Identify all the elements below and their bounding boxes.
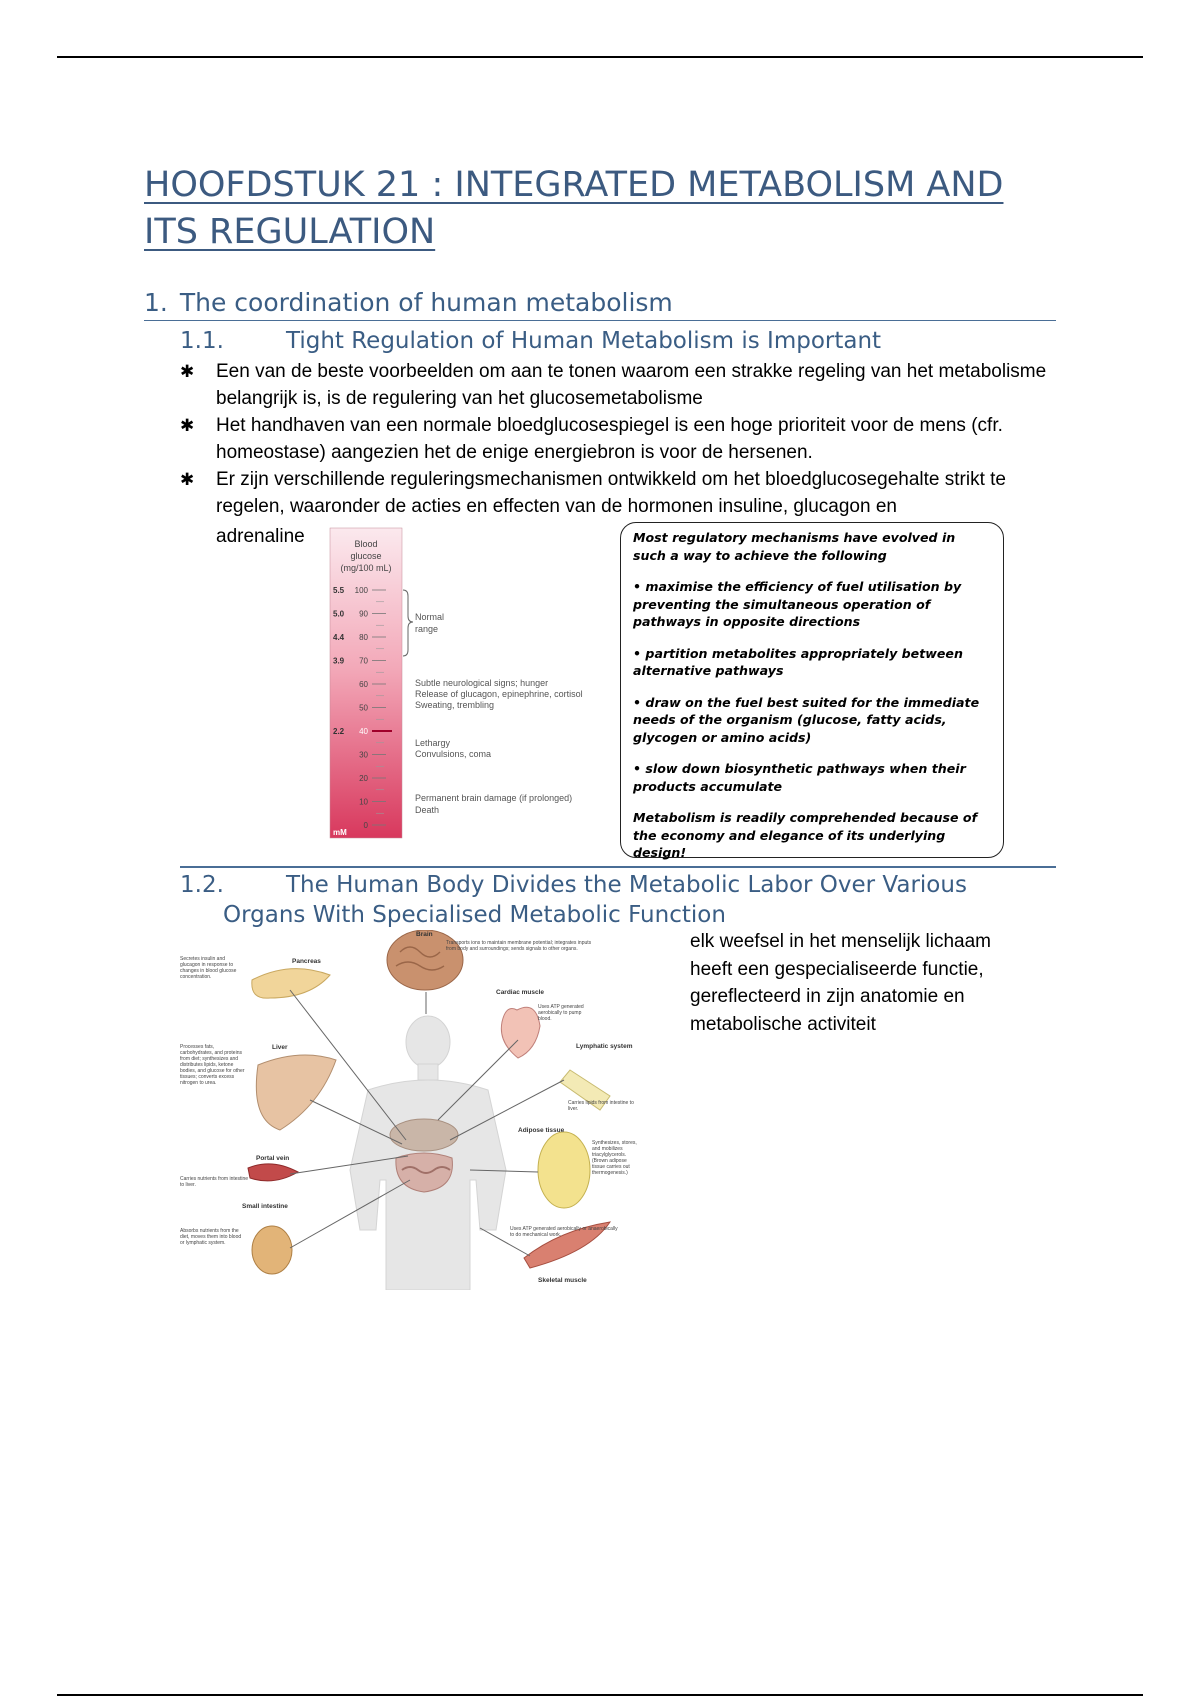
annotation-permanent-2: Death	[415, 805, 440, 815]
annotation-normal-1: Normal	[415, 612, 445, 622]
caption-skeletal-muscle: Uses ATP generated aerobically or anaerobically to do mechanical work.	[510, 1226, 618, 1238]
bullet-list	[180, 358, 1060, 520]
annotation-lethargy-1: Lethargy	[415, 738, 451, 748]
bullet-tail-text: adrenaline	[216, 526, 305, 547]
gauge-mm-label: 5.5	[333, 586, 345, 595]
callout-point: • draw on the fuel best suited for the immediate needs of the organism (glucose, fatty acids, glycogen or amino acids)	[633, 694, 980, 745]
label-pancreas: Pancreas	[292, 958, 321, 965]
bottom-rule	[57, 1694, 1143, 1696]
caption-adipose-tissue: Synthesizes, stores, and mobilizes triacylglycerols. (Brown adipose tissue carries out thermogenesis.)	[592, 1140, 637, 1176]
list-item	[180, 412, 1060, 466]
label-adipose-tissue: Adipose tissue	[518, 1127, 565, 1134]
gauge-mg-label: 70	[359, 656, 368, 666]
subsection-title-line-2: Organs With Specialised Metabolic Function	[223, 902, 726, 928]
annotation-subtle-3: Sweating, trembling	[415, 700, 495, 710]
gauge-mg-label: 20	[359, 774, 368, 783]
gauge-mm-label: 4.4	[333, 633, 345, 642]
gauge-mm-label: 5.0	[333, 609, 345, 619]
subsection-title-line-1: The Human Body Divides the Metabolic Labor Over Various	[286, 872, 967, 898]
label-skeletal-muscle: Skeletal muscle	[538, 1277, 587, 1284]
gauge-unit: mM	[333, 828, 347, 837]
gauge-header-2: glucose	[350, 551, 382, 561]
blood-glucose-figure	[320, 526, 600, 841]
gauge-mg-label: 40	[359, 727, 368, 736]
label-small-intestine: Small intestine	[242, 1203, 288, 1210]
small-intestine-icon	[252, 1226, 292, 1274]
human-body-organs-figure	[180, 930, 640, 1290]
bullet-text: Een van de beste voorbeelden om aan te tonen waarom een strakke regeling van het metabolisme belangrijk is, is de regulering van het glucosemetabolisme	[216, 361, 1047, 409]
annotation-subtle-2: Release of glucagon, epinephrine, cortisol	[415, 689, 583, 699]
gauge-mg-label: 100	[354, 586, 368, 595]
asterisk-bullet-icon: ✱	[180, 470, 195, 489]
subsection-number: 1.2.	[180, 872, 224, 898]
bullet-text: Het handhaven van een normale bloedglucosespiegel is een hoge prioriteit voor de mens (cfr. homeostase) aangezien het de enige energiebron is voor de hersenen.	[216, 415, 1003, 463]
gauge-mg-label: 0	[363, 821, 368, 830]
caption-liver: Processes fats, carbohydrates, and proteins from diet; synthesizes and distributes lipids, ketone bodies, and glucose for other tissues; converts excess nitrogen to urea.	[180, 1044, 245, 1086]
label-cardiac-muscle: Cardiac muscle	[496, 989, 545, 996]
callout-intro: Most regulatory mechanisms have evolved in such a way to achieve the following	[633, 530, 956, 563]
asterisk-bullet-icon: ✱	[180, 416, 195, 435]
section-heading-1	[144, 287, 1056, 321]
callout-point: • partition metabolites appropriately between alternative pathways	[633, 645, 963, 678]
title-line-2: ITS REGULATION	[144, 212, 436, 252]
bullet-text: Er zijn verschillende reguleringsmechanismen ontwikkeld om het bloedglucosegehalte strikt te regelen, waaronder de acties en effecten van de hormonen insuline, glucagon en	[216, 469, 1006, 517]
regulation-callout-box	[620, 522, 1004, 858]
gauge-mg-label: 80	[359, 633, 368, 642]
subsection-number: 1.1.	[180, 328, 224, 354]
gauge-mg-label: 30	[359, 750, 368, 760]
subsection-heading-1-2	[180, 866, 1056, 930]
callout-point: • maximise the efficiency of fuel utilisation by preventing the simultaneous operation of pathways in opposite directions	[633, 579, 962, 629]
normal-range-bracket	[403, 590, 413, 656]
subsection-heading-1-1	[180, 326, 1056, 356]
annotation-subtle-1: Subtle neurological signs; hunger	[415, 678, 549, 688]
liver-icon	[256, 1055, 336, 1130]
list-item	[180, 466, 1060, 520]
subsection-title: Tight Regulation of Human Metabolism is Important	[286, 328, 882, 354]
gauge-header-3: (mg/100 mL)	[340, 563, 392, 573]
gauge-mg-label: 90	[359, 609, 368, 619]
page-title	[144, 162, 1064, 256]
caption-cardiac-muscle: Uses ATP generated aerobically to pump blood.	[538, 1004, 584, 1022]
gauge-mg-label: 50	[359, 703, 368, 713]
label-liver: Liver	[272, 1044, 288, 1051]
gauge-header-1: Blood	[354, 539, 378, 549]
gauge-mm-label: 3.9	[333, 656, 345, 666]
callout-point: • slow down biosynthetic pathways when their products accumulate	[633, 761, 966, 794]
caption-lymphatic-system: Carries lipids from intestine to liver.	[568, 1100, 634, 1112]
subsection-1-2-text: elk weefsel in het menselijk lichaam heeft een gespecialiseerde functie, gereflecteerd in zijn anatomie en metabolische activiteit	[690, 931, 991, 1035]
pancreas-icon	[252, 969, 330, 999]
adipose-tissue-icon	[538, 1132, 590, 1208]
gauge-mg-label: 60	[359, 680, 368, 689]
section-number: 1.	[144, 288, 168, 317]
portal-vein-icon	[248, 1164, 298, 1181]
annotation-permanent-1: Permanent brain damage (if prolonged)	[415, 793, 573, 803]
label-lymphatic-system: Lymphatic system	[576, 1043, 633, 1050]
title-line-1: HOOFDSTUK 21 : INTEGRATED METABOLISM AND	[144, 165, 1004, 205]
top-rule	[57, 56, 1143, 58]
caption-brain: Transports ions to maintain membrane potential; integrates inputs from body and surroundings; sends signals to other organs.	[446, 940, 592, 952]
caption-portal-vein: Carries nutrients from intestine to liver.	[180, 1176, 249, 1188]
gauge-mm-label: 2.2	[333, 727, 345, 736]
annotation-lethargy-2: Convulsions, coma	[415, 749, 492, 759]
caption-pancreas: Secretes insulin and glucagon in response to changes in blood glucose concentration.	[180, 956, 237, 980]
annotation-normal-2: range	[415, 624, 439, 634]
label-portal-vein: Portal vein	[256, 1155, 290, 1162]
section-title: The coordination of human metabolism	[179, 288, 673, 317]
asterisk-bullet-icon: ✱	[180, 362, 195, 381]
gauge-mg-label: 10	[359, 797, 368, 807]
callout-closing: Metabolism is readily comprehended because of the economy and elegance of its underlying design!	[633, 810, 978, 860]
caption-small-intestine: Absorbs nutrients from the diet, moves them into blood or lymphatic system.	[180, 1228, 242, 1246]
label-brain: Brain	[416, 931, 433, 938]
list-item	[180, 358, 1060, 412]
